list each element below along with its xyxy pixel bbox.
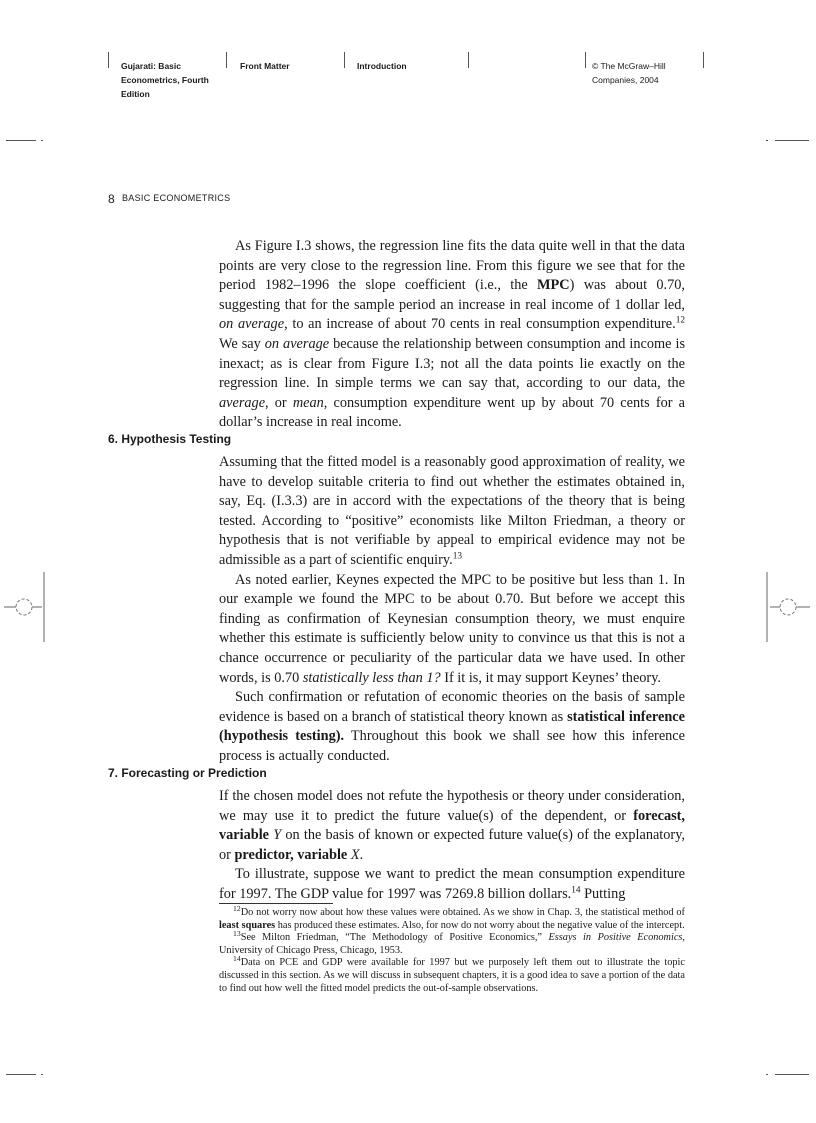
crop-mark-top-right: [775, 140, 809, 141]
footnotes: [219, 903, 686, 995]
crop-mark-dot: [41, 1074, 43, 1075]
footnote-ref-14: 14: [571, 885, 581, 896]
paragraph-regression-fit: As Figure I.3 shows, the regression line fits the data quite well in that the data points are very close to the regression line. From this figure we see that for the period 1982–1996 the slope coefficient (i.e., the MPC) was about 0.70, suggesting that for the sample period an increase in real income of 1 dollar led, on average, to an increase of about 70 cents in real consumption expenditure.$^{12}$ We say on average because the relationship between consumption and income is inexact; as is clear from Figure I.3; not all the data points lie exactly on the regression line. In simple terms we can say that, according to our data, the average, or mean, consumption expenditure went up by about 70 cents for a dollar’s increase in real income.: [219, 238, 686, 431]
paragraph: Assuming that the fitted model is a reasonably good approximation of reality, we have to develop suitable criteria to find out whether the estimates obtained in, say, Eq. (I.3.3) are in accord with the expectations of the theory that is being tested. According to “positive” economists like Milton Friedman, a theory or hypothesis that is not verifiable by appeal to empirical evidence may not be admissible as a part of scientific enquiry.$^{13}$: [219, 454, 685, 568]
page-number: 8: [108, 192, 115, 206]
registration-mark-right: [766, 572, 814, 642]
paragraph: To illustrate, suppose we want to predict the mean consumption expenditure for 1997. The GDP value for 1997 was 7269.8 billion dollars.$^{14}$ Putting: [219, 866, 685, 902]
header-cell-empty: [468, 52, 586, 68]
footnote-12: $^{12}$Do not worry now about how these values were obtained. As we show in Chap. 3, the statistical method of least squares has produced these estimates. Also, for now do not worry about the negative value of the intercept.: [219, 903, 685, 931]
crop-mark-bottom-left: [6, 1074, 36, 1075]
header-chapter: Introduction: [357, 61, 407, 71]
paragraph: If the chosen model does not refute the hypothesis or theory under consideration, we may use it to predict the future value(s) of the dependent, or forecast, variable Y on the basis of known or expected future value(s) of the explanatory, or predictor, variable X.: [219, 788, 685, 863]
paragraph: As noted earlier, Keynes expected the MPC to be positive but less than 1. In our example we found the MPC to be about 0.70. But before we accept this finding as confirmation of Keynesian consumption theory, we must enquire whether this estimate is sufficiently below unity to convince us that this is not a chance occurrence or peculiarity of the particular data we have used. In other words, is 0.70 statistically less than 1? If it is, it may support Keynes’ theory.: [219, 571, 685, 686]
section-hypothesis-testing-body: [219, 453, 685, 767]
section-heading-forecasting: 7. Forecasting or Prediction: [108, 766, 267, 780]
section-heading-hypothesis-testing: 6. Hypothesis Testing: [108, 432, 232, 446]
registration-mark-left: [2, 572, 48, 642]
crop-mark-bottom-right: [775, 1074, 809, 1075]
footnote-ref-13: 13: [452, 551, 462, 562]
footnote-ref-12: 12: [675, 315, 685, 326]
header-copyright: © The McGraw–Hill Companies, 2004: [592, 61, 666, 85]
running-head-title: BASIC ECONOMETRICS: [122, 193, 231, 203]
section-forecasting-body: [219, 787, 685, 905]
header-book-title: Gujarati: Basic Econometrics, Fourth Edition: [121, 61, 209, 99]
crop-mark-dot: [41, 140, 43, 141]
crop-mark-dot: [766, 140, 768, 141]
header-part: Front Matter: [240, 61, 290, 71]
crop-mark-dot: [766, 1074, 768, 1075]
crop-mark-top-left: [6, 140, 36, 141]
footnote-13: $^{13}$See Milton Friedman, “The Methodology of Positive Economics,” Essays in Positive Economics, University of Chicago Press, Chicago, 1953.: [219, 928, 686, 956]
paragraph: Such confirmation or refutation of economic theories on the basis of sample evidence is based on a branch of statistical theory known as statistical inference (hypothesis testing). Throughout this book we shall see how this inference process is actually conducted.: [219, 689, 686, 764]
footnote-14: $^{14}$Data on PCE and GDP were available for 1997 but we purposely left them out to illustrate the topic discussed in this section. As we will discuss in subsequent chapters, it is a good idea to save a portion of the data to find out how well the fitted model predicts the out-of-sample observations.: [219, 954, 685, 994]
